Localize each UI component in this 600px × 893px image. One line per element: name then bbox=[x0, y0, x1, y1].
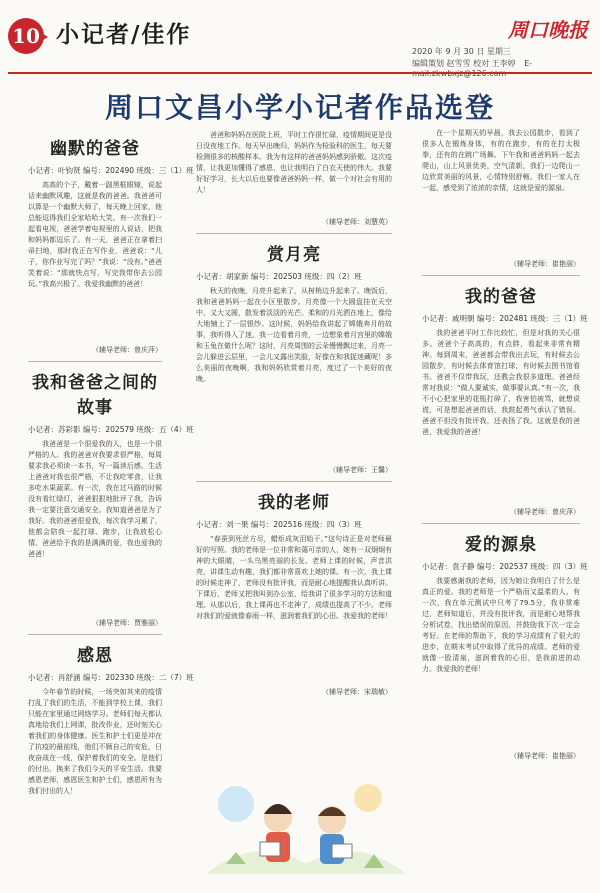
article-teacher: （辅导老师：崔艳丽） bbox=[510, 752, 580, 760]
article-byline: 小记者：戚明朝 编号：202481 班级：三（1）班 bbox=[422, 314, 588, 323]
article-teacher: （辅导老师：宋瑞敏） bbox=[322, 688, 392, 696]
article-byline: 小记者：袁子静 编号：202537 班级：四（3）班 bbox=[422, 562, 588, 571]
editor-line bbox=[412, 58, 600, 78]
article-title: 赏月亮 bbox=[267, 245, 321, 265]
article-byline: 小记者：胡家新 编号：202503 班级：四（2）班 bbox=[196, 272, 362, 281]
email: E- bbox=[524, 59, 533, 68]
article-title: 我的老师 bbox=[258, 493, 330, 513]
editor-names: 编辑策划 赵雪雪 校对 王李婷 bbox=[412, 59, 516, 68]
article-body: 高高的个子，戴着一副黑框眼镜，说起话来幽默风趣，这就是我的爸爸。我爸爸可以算是一个幽默大师了，每天晚上回家，他总能逗得我们全家哈哈大笑。有一次我们一起看电视，爸爸学着电视里的人说话，把我和妈妈都逗乐了。有一天，爸爸正在拿着扫帚扫地，那时我正在写作业，爸爸说：“儿子，你作业写完了吗？”我说：“没有。”爸爸笑着说：“那就快点写，写完我带你去公园玩。”我高兴极了。我爱我幽默的爸爸！ bbox=[28, 181, 162, 288]
article-title: 幽默的爸爸 bbox=[50, 139, 140, 159]
date-line: 2020 年 9 月 30 日 星期三 bbox=[412, 47, 511, 56]
article-byline: 小记者：叶钧贤 编号：202490 班级：三（1）班 bbox=[28, 166, 194, 175]
article-title: 爱的源泉 bbox=[465, 535, 537, 555]
article-body: 今年春节的时候，一场突如其来的疫情打乱了我们的生活，不能到学校上课，我们只能在家里通过网络学习。老师们每天都认真地给我们上网课，批改作业，还时刻关心着我们的身体健康。医生和护士们更是冲在了抗疫的最前线，他们不顾自己的安危，日夜奋战在一线，保护着我们的安全。是他们的付出，换来了我们今天的平安生活。我要感恩老师，感恩医生和护士们，感恩所有为我们付出的人！ bbox=[28, 688, 162, 795]
divider bbox=[196, 481, 392, 482]
article-body: 在一个星期天的早晨，我去公园散步，看到了很多人在锻炼身体，有的在跑步，有的在打太极拳，还有的在跳广场舞。下午我和爸爸妈妈一起去爬山，山上风景优美，空气清新，我们一边爬山一边欣赏美丽的风景，心情特别舒畅。我们一家人在一起，感受到了浓浓的亲情，这就是爱的源泉。 bbox=[422, 129, 580, 192]
article-teacher: （辅导老师：刘慧英） bbox=[322, 218, 392, 226]
header-rule bbox=[8, 72, 592, 74]
article-body: 我的爸爸平时工作比较忙，但是对我的关心很多。爸爸个子高高的，有点胖，看起来非常有精神。每到周末，爸爸都会带我出去玩，有时候去公园散步，有时候去体育馆打球，有时候去图书馆看书。爸爸不仅带我玩，还教会我很多道理。爸爸经常对我说：“做人要诚实，做事要认真。”有一次，我不小心把家里的花瓶打碎了，我害怕被骂，就想说谎，可是想起爸爸的话，我鼓起勇气承认了错误。爸爸不但没有批评我，还表扬了我。这就是我的爸爸，我爱我的爸爸！ bbox=[422, 329, 580, 436]
article-byline: 小记者：苏彩影 编号：202579 班级：五（4）班 bbox=[28, 425, 194, 434]
article-teacher: （辅导老师：曾庆萍） bbox=[510, 508, 580, 516]
column-1 bbox=[28, 128, 194, 843]
article-teacher: （辅导老师：崔艳丽） bbox=[510, 260, 580, 268]
article-byline: 小记者：肖舒涵 编号：202330 班级：二（7）班 bbox=[28, 673, 194, 682]
newspaper-logo: 周口晚报 bbox=[508, 18, 588, 42]
article-body: 秋天的夜晚，月亮升起来了，从树梢边升起来了。晚饭后，我和爸爸妈妈一起在小区里散步。月亮像一个大圆盘挂在天空中，又大又圆，散发着淡淡的光芒。柔和的月光洒在地上，像给大地铺上了一层银纱。这时候，妈妈给我讲起了嫦娥奔月的故事，我听得入了迷。我一边看着月亮，一边想象着月宫里的嫦娥和玉兔在做什么呢？这时，月亮周围的云朵慢慢飘过来，月亮一会儿躲进云层里，一会儿又露出笑脸，好像在和我捉迷藏呢！多么美丽的夜晚啊，我和妈妈欣赏着月亮，度过了一个美好的夜晚。 bbox=[196, 287, 392, 383]
article-body: 我爸爸是一个很爱我的人，也是一个很严格的人。我的爸爸对我要求很严格，每周要求我必须读一本书，写一篇读后感。生活上爸爸对我也很严格，不让我吃零食，让我多吃水果蔬菜。有一次，我在过马路的时候没有看红绿灯，爸爸狠狠地批评了我，告诉我一定要注意交通安全。我知道爸爸是为了我好。我的爸爸很爱我，每次我学习累了，他都会陪我一起打球、跑步，让我放松心情。爸爸给予我的是满满的爱，我也爱我的爸爸！ bbox=[28, 440, 162, 558]
article-teacher: （辅导老师：贾雅丽） bbox=[92, 619, 162, 627]
article-body: “春蚕到死丝方尽，蜡炬成灰泪始干。”这句诗正是对老师最好的写照。我的老师是一位非常和蔼可亲的人，她有一双炯炯有神的大眼睛，一头乌黑亮丽的长发。老师上课的时候，声音洪亮，讲课生动有趣，我们都非常喜欢上她的课。有一次，我上课的时候走神了，老师没有批评我，而是耐心地提醒我认真听讲。下课后，老师又把我叫到办公室，给我讲了很多学习的方法和道理。从那以后，我上课再也不走神了，成绩也提高了不少。老师对我们的爱就像春雨一样，滋润着我们的心田。我爱我的老师！ bbox=[196, 535, 392, 620]
page-header bbox=[0, 0, 600, 72]
section-title: 小记者/佳作 bbox=[56, 21, 192, 48]
page-title: 周口文昌小学小记者作品选登 bbox=[104, 91, 495, 124]
article-title: 感恩 bbox=[77, 646, 113, 666]
article-teacher: （辅导老师：曾庆萍） bbox=[92, 346, 162, 354]
article-title: 我的爸爸 bbox=[465, 287, 537, 307]
article-title: 我和爸爸之间的故事 bbox=[32, 373, 158, 418]
article-body: 爸爸和妈妈在医院上班，平时工作很忙碌，疫情期间更是没日没夜地工作。每天早出晚归，妈妈作为检验科的医生，每天要检测很多的核酸样本。我为有这样的爸爸妈妈感到骄傲。这次疫情，让我更加懂得了感恩，也让我明白了白衣天使的伟大。我要好好学习，长大以后也要像爸爸妈妈一样，做一个对社会有用的人！ bbox=[196, 131, 392, 194]
column-3 bbox=[422, 128, 588, 765]
children-reading-illustration bbox=[196, 764, 414, 884]
article-teacher: （辅导老师：王馨） bbox=[329, 466, 392, 474]
article-body: 我要感谢我的老师，因为她让我明白了什么是真正的爱。我的老师是一个严格而又温柔的人。有一次，我在单元测试中只考了79.5分，我非常难过，老师知道后，并没有批评我，而是耐心地帮我分析试卷，找出错误的原因，并鼓励我下次一定会考好。在老师的帮助下，我的学习成绩有了很大的进步，在期末考试中取得了优异的成绩。老师的爱就像一股清泉，滋润着我的心田，是我前进的动力。我爱我的老师！ bbox=[422, 577, 580, 673]
page-number-badge bbox=[8, 18, 44, 54]
column-2 bbox=[196, 130, 392, 701]
divider bbox=[28, 361, 162, 362]
divider bbox=[422, 523, 580, 524]
divider bbox=[196, 233, 392, 234]
page-number: 10 bbox=[12, 24, 40, 48]
divider bbox=[28, 634, 162, 635]
article-byline: 小记者：刘一果 编号：202516 班级：四（3）班 bbox=[196, 520, 362, 529]
divider bbox=[422, 275, 580, 276]
